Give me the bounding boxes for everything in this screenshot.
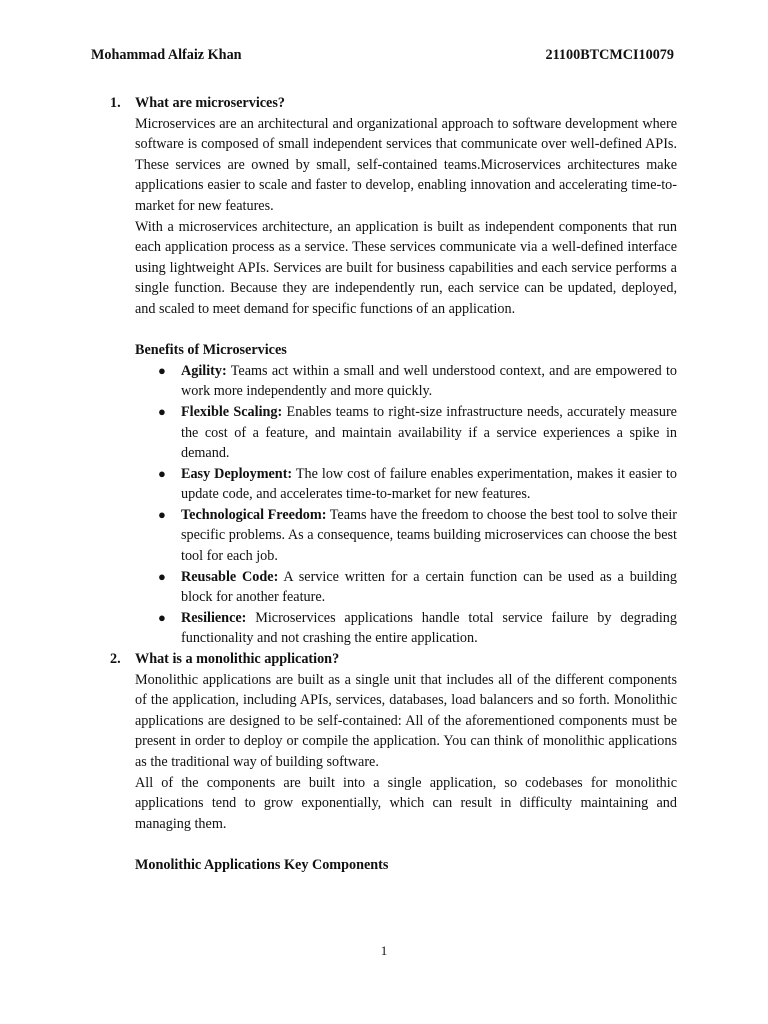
benefit-text: Enables teams to right-size infrastructure needs, accurately measure the cost of a feature, and maintain availability if a service experiences a spike in demand. [181, 403, 677, 462]
author-name: Mohammad Alfaiz Khan [91, 47, 242, 63]
benefit-item [158, 608, 677, 649]
question-1-title: What are microservices? [135, 95, 285, 111]
bullet-icon: ● [158, 465, 166, 481]
benefits-heading: Benefits of Microservices [135, 342, 287, 359]
question-2-title: What is a monolithic application? [135, 651, 340, 668]
bullet-icon: ● [158, 506, 166, 522]
benefit-text: Teams have the freedom to choose the best tool to solve their specific problems. As a consequence, teams building microservices can choose the best tool for each job. [181, 506, 677, 565]
bullet-icon: ● [158, 403, 166, 419]
benefit-term: Technological Freedom: [181, 506, 327, 523]
benefit-item [158, 361, 677, 402]
benefit-text: Teams act within a small and well understood context, and are empowered to work more independently and more quickly. [181, 362, 677, 400]
benefit-term: Agility: [181, 362, 227, 379]
question-1-number: 1. [110, 95, 121, 111]
q1-paragraph-1: Microservices are an architectural and organizational approach to software development where software is composed of small independent services that communicate over well-defined APIs. These services are owned by small, self-contained teams.Microservices architectures make applications easier to scale and faster to develop, enabling innovation and accelerating time-to-market for new features. [135, 115, 677, 214]
q2-paragraph-2: All of the components are built into a single application, so codebases for monolithic applications tend to grow exponentially, which can result in difficulty maintaining and managing them. [135, 774, 677, 832]
bullet-icon: ● [158, 568, 166, 584]
bullet-icon: ● [158, 609, 166, 625]
benefit-term: Easy Deployment: [181, 465, 293, 482]
document-body [110, 93, 677, 876]
roll-number: 21100BTCMCI10079 [545, 47, 674, 63]
benefit-term: Resilience: [181, 609, 247, 626]
question-2-heading [110, 649, 677, 670]
bullet-icon: ● [158, 362, 166, 378]
benefit-item [158, 464, 677, 505]
benefit-item [158, 567, 677, 608]
q1-paragraph-2: With a microservices architecture, an application is built as independent components that run each application process as a service. These services communicate via a well-defined interface using lightweight APIs. Services are built for business capabilities and each service performs a single function. Because they are independently run, each service can be updated, deployed, and scaled to meet demand for specific functions of an application. [135, 218, 677, 317]
benefit-term: Flexible Scaling: [181, 403, 283, 420]
benefit-text: Microservices applications handle total service failure by degrading functionality and not crashing the entire application. [181, 609, 677, 647]
benefit-item [158, 402, 677, 464]
benefit-term: Reusable Code: [181, 568, 279, 585]
components-heading: Monolithic Applications Key Components [135, 856, 389, 873]
page-number: 1 [380, 943, 388, 958]
q2-paragraph-1: Monolithic applications are built as a single unit that includes all of the different components of the application, including APIs, services, databases, load balancers and so forth. Monolithic applications are designed to be self-contained: All of the aforementioned components must be present in order to deploy or compile the application. You can think of monolithic applications as the traditional way of building software. [135, 671, 677, 770]
question-2-number: 2. [110, 651, 121, 668]
benefit-text: The low cost of failure enables experimentation, makes it easier to update code, and accelerates time-to-market for new features. [181, 465, 677, 503]
benefit-text: A service written for a certain function can be used as a building block for another feature. [181, 568, 677, 606]
benefit-item [158, 505, 677, 567]
page-header [91, 47, 674, 67]
benefits-list [135, 361, 677, 649]
question-1-heading [110, 93, 677, 114]
